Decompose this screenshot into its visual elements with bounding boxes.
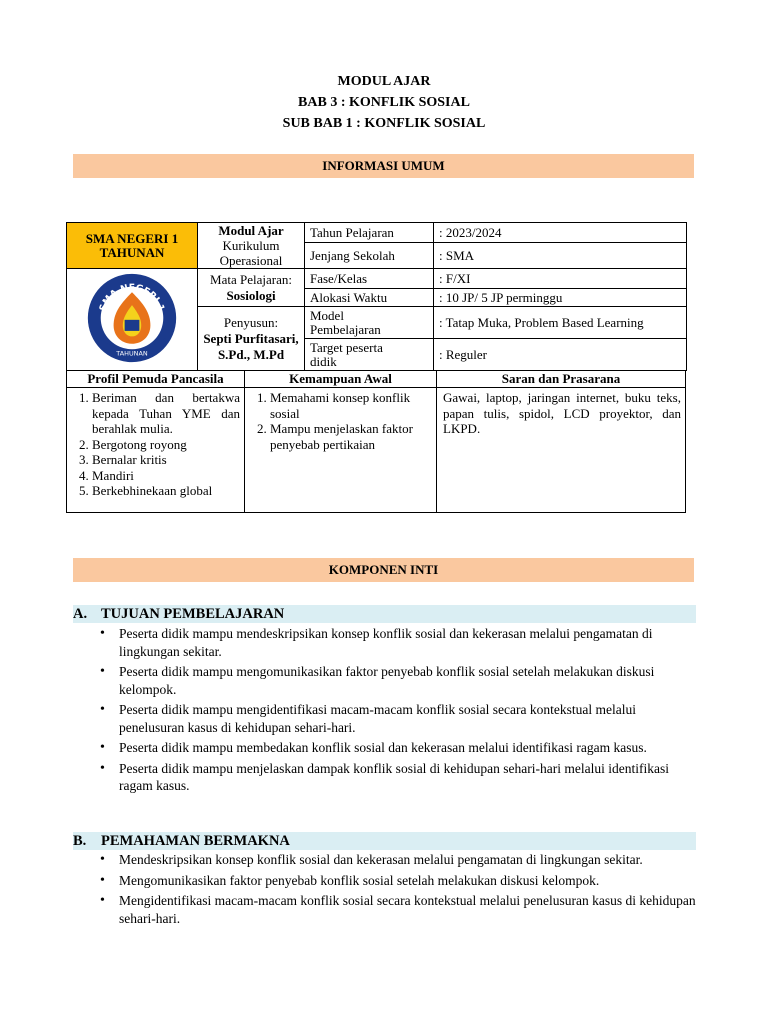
list-item: 2. Mampu menjelaskan faktor penyebab pertikaian [270,421,432,452]
list-item: • Peserta didik mampu mengidentifikasi macam-macam konflik sosial secara kontekstual melalui penelusuran kasus di kehidupan sehari-hari. [100,701,700,736]
info-label: Fase/Kelas [305,269,434,289]
info-label [305,339,434,371]
list-item: • Peserta didik mampu menjelaskan dampak konflik sosial di kehidupan sehari-hari melalui identifikasi ragam kasus. [100,760,700,795]
profil-body [67,388,244,499]
info-label [305,307,434,339]
info-value: : SMA [434,243,687,269]
info-value: : F/XI [434,269,687,289]
profil-column [67,371,244,512]
section-letter: A. [73,606,88,622]
tujuan-list [100,625,700,798]
kemampuan-body [245,388,436,452]
modul-cell [198,223,305,269]
kemampuan-column [244,371,436,512]
list-item: 3. Bernalar kritis [92,452,240,468]
section-title: TUJUAN PEMBELAJARAN [101,606,285,622]
mapel-value: Sosiologi [226,287,276,303]
komponen-inti-band: KOMPONEN INTI [73,558,694,582]
profil-kemampuan-sarana-table [66,370,686,513]
penyusun-name-2: S.Pd., M.Pd [217,346,285,362]
info-value: : Tatap Muka, Problem Based Learning [434,307,687,339]
logo-bottom-text: TAHUNAN [116,349,148,358]
list-item: 5. Berkebhinekaan global [92,483,240,499]
info-label: Jenjang Sekolah [305,243,434,269]
info-label: Tahun Pelajaran [305,223,434,243]
penyusun-name-1: Septi Purfitasari, [203,330,299,346]
title-modul-ajar: MODUL AJAR [337,74,431,89]
penyusun-label: Penyusun: [223,314,279,330]
profil-list [73,390,240,499]
section-title: PEMAHAMAN BERMAKNA [101,833,290,849]
section-letter: B. [73,833,87,849]
kemampuan-header: Kemampuan Awal [245,371,436,388]
sarana-column [436,371,685,512]
kemampuan-list [251,390,432,452]
school-name-cell [67,223,198,269]
modul-subtitle-1: Kurikulum [222,238,280,253]
school-logo-cell [67,269,198,371]
document-title-block [0,71,768,134]
sarana-header: Saran dan Prasarana [437,371,685,388]
info-label-line: Pembelajaran [310,321,381,337]
list-item: • Peserta didik mampu mengomunikasikan faktor penyebab konflik sosial setelah melakukan diskusi kelompok. [100,663,700,698]
pemahaman-list [100,851,700,930]
section-a-heading [73,605,696,623]
mapel-cell [198,269,305,307]
info-value: : Reguler [434,339,687,371]
school-name-line2: TAHUNAN [99,244,165,260]
modul-subtitle-2: Operasional [219,253,283,268]
list-item: • Peserta didik mampu membedakan konflik sosial dan kekerasan melalui identifikasi ragam kasus. [100,739,700,757]
list-item: • Peserta didik mampu mendeskripsikan konsep konflik sosial dan kekerasan melalui pengamatan di lingkungan sekitar. [100,625,700,660]
info-value: : 2023/2024 [434,223,687,243]
info-label: Alokasi Waktu [305,289,434,307]
list-item: 1. Beriman dan bertakwa kepada Tuhan YME dan berahlak mulia. [92,390,240,437]
profil-header: Profil Pemuda Pancasila [67,371,244,388]
informasi-umum-band: INFORMASI UMUM [73,154,694,178]
modul-title: Modul Ajar [218,223,284,238]
list-item: 4. Mandiri [92,468,240,484]
list-item: 1. Memahami konsep konflik sosial [270,390,432,421]
info-label-line: Model [310,307,344,323]
list-item: • Mengomunikasikan faktor penyebab konflik sosial setelah melakukan diskusi kelompok. [100,872,700,890]
list-item: 2. Bergotong royong [92,437,240,453]
informasi-umum-table [66,222,687,371]
info-label-line: Target peserta [310,339,383,355]
info-value: : 10 JP/ 5 JP perminggu [434,289,687,307]
logo-top-text: SMA NEGERI 1 [97,282,167,313]
list-item: • Mendeskripsikan konsep konflik sosial dan kekerasan melalui pengamatan di lingkungan sekitar. [100,851,700,869]
penyusun-cell [198,307,305,371]
mapel-label: Mata Pelajaran: [210,271,292,287]
school-logo [86,272,178,364]
school-name-line1: SMA NEGERI 1 [85,230,179,246]
list-item: • Mengidentifikasi macam-macam konflik sosial secara kontekstual melalui penelusuran kasus di kehidupan sehari-hari. [100,892,700,927]
info-label-line: didik [310,353,337,369]
title-sub-bab: SUB BAB 1 : KONFLIK SOSIAL [282,116,486,131]
section-b-heading [73,832,696,850]
sarana-text: Gawai, laptop, jaringan internet, buku teks, papan tulis, spidol, LCD proyektor, dan LKPD. [443,390,681,436]
title-bab: BAB 3 : KONFLIK SOSIAL [298,95,470,110]
